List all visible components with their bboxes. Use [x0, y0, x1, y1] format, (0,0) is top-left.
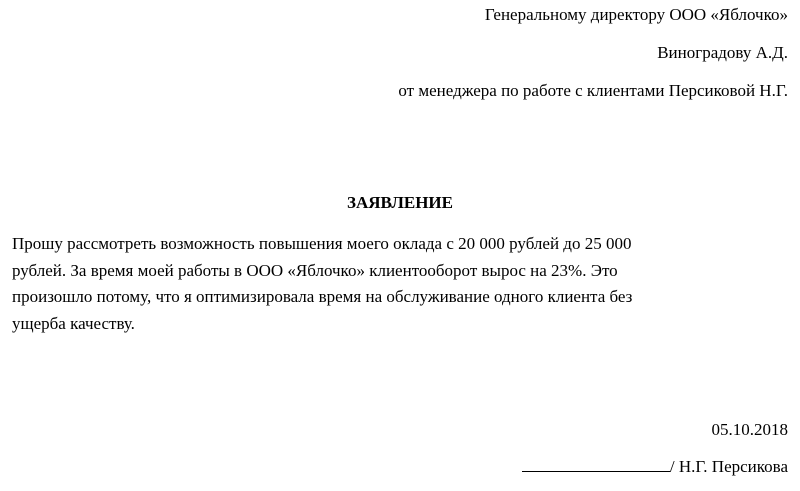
body-line-4: ущерба качеству.: [12, 313, 135, 333]
sender-line: от менеджера по работе с клиентами Персиковой Н.Г.: [398, 81, 788, 100]
document-date: 05.10.2018: [711, 420, 788, 439]
recipient-name: Виноградову А.Д.: [657, 43, 788, 62]
document-title: ЗАЯВЛЕНИЕ: [346, 193, 453, 212]
body-line-1: Прошу рассмотреть возможность повышения моего оклада с 20 000 рублей до 25 000: [12, 234, 632, 253]
body-line-3: произошло потому, что я оптимизировала время на обслуживание одного клиента без: [12, 287, 633, 306]
recipient-title: Генеральному директору ООО «Яблочко»: [484, 5, 788, 24]
body-paragraph: [12, 231, 787, 337]
body-line-2: рублей. За время моей работы в ООО «Яблочко» клиентооборот вырос на 23%. Это: [12, 260, 618, 280]
signature-line: [522, 455, 670, 472]
signature-name: / Н.Г. Персикова: [669, 457, 788, 476]
signature-block: [522, 455, 788, 478]
